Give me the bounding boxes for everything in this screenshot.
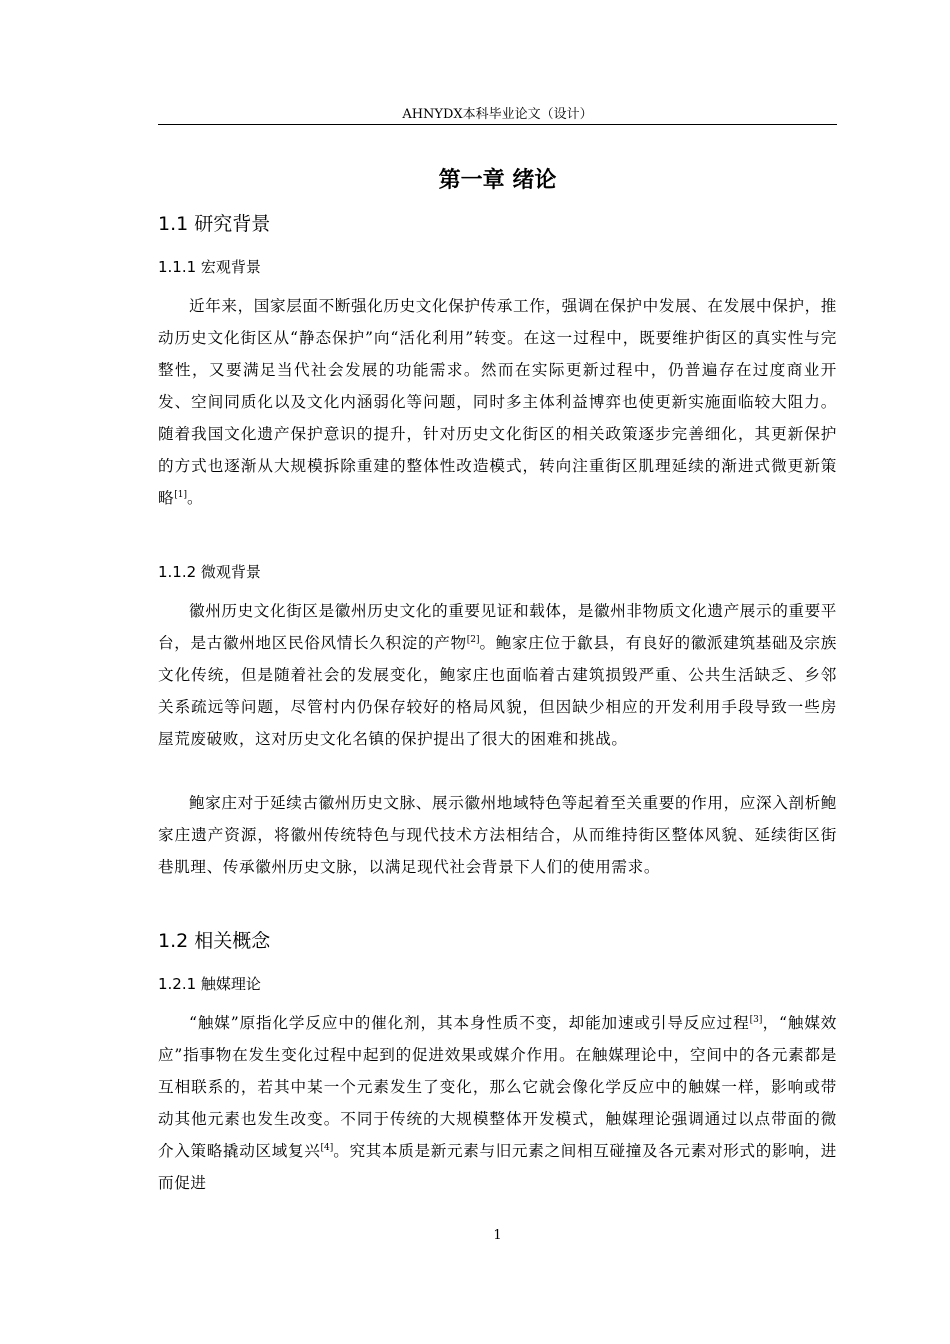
page-number: 1 xyxy=(493,1228,502,1243)
paragraph-text: “触媒”原指化学反应中的催化剂，其本身性质不变，却能加速或引导反应过程 xyxy=(189,1014,750,1032)
subsection-heading-1-1-1: 1.1.1 宏观背景 xyxy=(158,258,261,276)
paragraph-text: 。究其本质是新元素与旧元素之间相互碰撞及各元素对形式的影响，进而促进 xyxy=(158,1142,837,1192)
paragraph-micro-background-1 xyxy=(158,595,837,755)
citation-ref: [4] xyxy=(320,1143,334,1153)
paragraph-catalyst-theory xyxy=(158,1007,837,1199)
section-heading-1-2: 1.2 相关概念 xyxy=(158,930,271,952)
citation-ref: [2] xyxy=(466,635,480,645)
citation-ref: [3] xyxy=(749,1015,763,1025)
paragraph-macro-background xyxy=(158,290,837,514)
running-header: AHNYDX本科毕业论文（设计） xyxy=(402,107,593,122)
header-rule xyxy=(158,124,837,125)
paragraph-text: ，“触媒效应”指事物在发生变化过程中起到的促进效果或媒介作用。在触媒理论中，空间中的各元素都是互相联系的，若其中某一个元素发生了变化，那么它就会像化学反应中的触媒一样，影响或带动其他元素也发生改变。不同于传统的大规模整体开发模式，触媒理论强调通过以点带面的微介入策略撬动区域复兴 xyxy=(158,1014,837,1160)
paragraph-text: 徽州历史文化街区是徽州历史文化的重要见证和载体，是徽州非物质文化遗产展示的重要平台，是古徽州地区民俗风情长久积淀的产物 xyxy=(158,602,837,652)
subsection-heading-1-2-1: 1.2.1 触媒理论 xyxy=(158,975,261,993)
chapter-title: 第一章 绪论 xyxy=(438,168,557,193)
paragraph-text: 。 xyxy=(186,489,204,507)
paragraph-text: 近年来，国家层面不断强化历史文化保护传承工作，强调在保护中发展、在发展中保护，推动历史文化街区从“静态保护”向“活化利用”转变。在这一过程中，既要维护街区的真实性与完整性，又要满足当代社会发展的功能需求。然而在实际更新过程中，仍普遍存在过度商业开发、空间同质化以及文化内涵弱化等问题，同时多主体利益博弈也使更新实施面临较大阻力。随着我国文化遗产保护意识的提升，针对历史文化街区的相关政策逐步完善细化，其更新保护的方式也逐渐从大规模拆除重建的整体性改造模式，转向注重街区肌理延续的渐进式微更新策略 xyxy=(158,297,837,507)
paragraph-text: 鲍家庄对于延续古徽州历史文脉、展示徽州地域特色等起着至关重要的作用，应深入剖析鲍家庄遗产资源，将徽州传统特色与现代技术方法相结合，从而维持街区整体风貌、延续街区街巷肌理、传承徽州历史文脉，以满足现代社会背景下人们的使用需求。 xyxy=(158,794,837,876)
subsection-heading-1-1-2: 1.1.2 微观背景 xyxy=(158,563,261,581)
paragraph-text: 。鲍家庄位于歙县，有良好的徽派建筑基础及宗族文化传统，但是随着社会的发展变化，鲍家庄也面临着古建筑损毁严重、公共生活缺乏、乡邻关系疏远等问题，尽管村内仍保存较好的格局风貌，但因缺少相应的开发利用手段导致一些房屋荒废破败，这对历史文化名镇的保护提出了很大的困难和挑战。 xyxy=(158,634,837,748)
section-heading-1-1: 1.1 研究背景 xyxy=(158,213,271,235)
citation-ref: [1] xyxy=(174,490,187,500)
paragraph-micro-background-2 xyxy=(158,787,837,883)
